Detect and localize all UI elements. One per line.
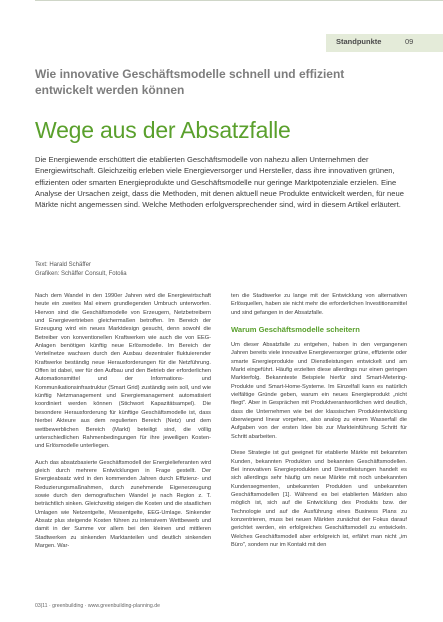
top-rule	[35, 0, 443, 1]
page-number: 09	[405, 37, 414, 46]
body-paragraph: Nach dem Wandel in den 1990er Jahren wird die Energiewirtschaft heute ein zweites Mal einem grundlegenden Umbruch unterworfen. Hiervon sind die Geschäftsmodelle von Erzeugern, Netzbetreibern und Energievertrieben gleichermaßen betroffen. Im Bereich der Erzeugung wird ein neues Marktdesign gesucht, denn sowohl die Betreiber von konventionellen Kraftwerken wie auch die von EEG-Anlagen benötigen künftig neue Erlösmodelle. Im Bereich der Verteilnetze wachsen durch den Ausbau dezentraler fluktuierender Kraftwerke beständig neue Herausforderungen für die Netzführung. Offen ist dabei, wer für den Aufbau und den Betrieb der erforderlichen Automationsmittel und der Informations- und Kommunikationsinfrastruktur (Smart Grid) zuständig sein soll, und wie künftig Netzmanagement und Energiemanagement automatisiert koordiniert werden können (Stichwort Kapazitätsampel). Die besondere Herausforderung für künftige Geschäftsmodelle ist, dass hierbei Akteure aus dem regulierten Bereich (Netz) und dem wettbewerblichen Bereich (Markt) beteiligt sind, die völlig unterschiedlichen Rahmenbedingungen für ihre jeweiligen Kosten- und Erlösmodelle unterliegen.	[35, 293, 211, 450]
body-paragraph: Auch das absatzbasierte Geschäftsmodell der Energielieferanten wird gleich durch mehrere Entwicklungen in Frage gestellt. Der Energieabsatz wird in den kommenden Jahren durch Effizienz- und Reduzierungsmaßnahmen, durch zunehmende Eigenerzeugung sowie durch den demografischen Wandel je nach Region z. T. beträchtlich sinken. Gleichzeitig steigen die Kosten und die staatlichen Umlagen wie Netzentgelte, Messentgelte, EEG-Umlage. Sinkender Absatz plus steigende Kosten führen zu intensivem Wettbewerb und damit in der Summe vor allem bei den kleinen und mittleren Stadtwerken zu sinkenden Marktanteilen und deutlich sinkenden Margen. War-	[35, 459, 211, 549]
article-title: Wege aus der Absatzfalle	[35, 117, 291, 143]
section-heading: Warum Geschäftsmodelle scheitern	[231, 325, 360, 335]
body-column-left	[35, 292, 211, 558]
page-footer: 03|11 · greenbuilding · www.greenbuilding-planning.de	[35, 603, 160, 609]
body-paragraph: Um dieser Absatzfalle zu entgehen, haben in den vergangenen Jahren bereits viele innovative Energieversorger grüne, effiziente oder smarte Energieprodukte und Dienstleistungen entwickelt und am Markt eingeführt. Häufig erzielten diese allerdings nur einen geringen Markterfolg. Bekannteste Beispiele hierfür sind Smart-Metering-Produkte und Smart-Home-Systeme. Im Einzelfall kann es natürlich vielfältige Gründe geben, warum ein neues Energieprodukt „nicht fliegt". Aber in Gesprächen mit Produktverantwortlichen wird deutlich, dass die Unternehmen wie bei der klassischen Produktentwicklung überwiegend linear vorgehen, also analog zu einem Wasserfall die Aufgaben von der ersten Idee bis zur Markteinführung Schritt für Schritt abarbeiten.	[231, 342, 407, 440]
article-lead: Die Energiewende erschüttert die etablierten Geschäftsmodelle von nahezu allen Unternehmen der Energiewirtschaft. Gleichzeitig erleben viele Energieversorger und Hersteller, dass ihre innovativen grünen, effizienten oder smarten Energieprodukte und Geschäftsmodelle nur geringe Marktpotenziale erzielen. Eine Analyse der Ursachen zeigt, dass die Methoden, mit denen aktuell neue Produkte entwickelt werden, für neue Märkte nicht angemessen sind. Welche Methoden erfolgversprechender sind, wird in diesem Artikel erläutert.	[35, 155, 404, 210]
body-column-right	[231, 292, 407, 557]
article-credits	[35, 261, 127, 279]
credit-graphics: Grafiken: Schäffer Consult, Fotolia	[35, 271, 127, 277]
body-paragraph: ten die Stadtwerke zu lange mit der Entwicklung von alternativen Erlösquellen, haben sie nicht mehr die erforderlichen Investitionsmittel und sind gefangen in der Absatzfalle.	[231, 293, 407, 316]
body-paragraph: Diese Strategie ist gut geeignet für etablierte Märkte mit bekannten Kunden, bekannten Produkten und bekannten Geschäftsmodellen. Bei innovativen Energieprodukten und Dienstleistungen handelt es sich allerdings sehr häufig um neue Märkte mit noch unbekannten Kundensegmenten, unbekannten Produkten und unbekannten Geschäftsmodellen [1]. Während es bei etablierten Märkten also möglich ist, sich auf die Entwicklung des Produkts bzw. der Technologie und auf die Ausführung eines Business Plans zu konzentrieren, muss bei neuen Märkten zunächst der Fokus darauf gerichtet werden, ein erfolgreiches Geschäftsmodell zu entwickeln. Welches Geschäftsmodell aber erfolgreich ist, erfährt man nicht „im Büro", sondern nur im Kontakt mit den	[231, 450, 407, 548]
article-subtitle: Wie innovative Geschäftsmodelle schnell und effizient entwickelt werden können	[35, 67, 345, 97]
credit-text: Text: Harald Schäffer	[35, 262, 91, 268]
section-label: Standpunkte	[336, 37, 382, 46]
